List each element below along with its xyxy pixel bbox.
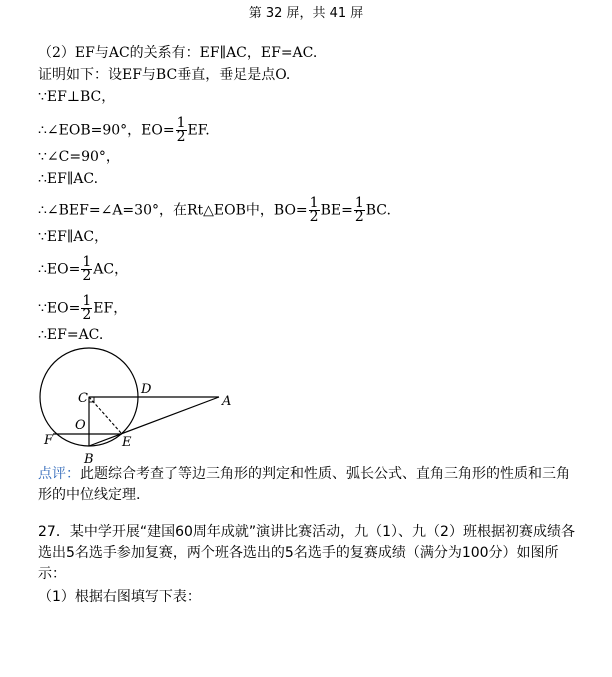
label-C: C [78, 391, 88, 406]
proof-step-9: ∴EF=AC. [38, 327, 104, 343]
proof-step-4: ∴EF∥AC. [38, 171, 99, 187]
comment-tag: 点评： [38, 466, 80, 482]
proof-intro: 证明如下：设EF与BC垂直，垂足是点O. [38, 67, 291, 83]
proof-step-1: ∵EF⊥BC， [38, 89, 116, 105]
step-2-text: ∴∠EOB=90°，EO= [38, 122, 175, 139]
step-8-end: EF， [93, 300, 128, 317]
label-O: O [75, 418, 86, 433]
label-A: A [222, 394, 232, 409]
step-7-text: ∴EO= [38, 261, 81, 278]
segment-BA [89, 397, 219, 446]
step-5-mid: BE= [320, 202, 353, 219]
proof-step-3: ∵∠C=90°， [38, 149, 120, 165]
comment-text: 此题综合考查了等边三角形的判定和性质、弧长公式、直角三角形的性质和三角形的中位线定理. [38, 466, 570, 503]
fraction-half: $\frac{1}{2}$ [82, 293, 92, 323]
page-indicator: 第 32 屏，共 41 屏 [248, 6, 364, 21]
label-D: D [141, 382, 152, 397]
comment-block [38, 464, 583, 506]
fraction-half: $\frac{1}{2}$ [309, 195, 319, 225]
fraction-half: $\frac{1}{2}$ [82, 254, 92, 284]
proof-step-6: ∵EF∥AC， [38, 229, 109, 245]
step-2-end: EF. [187, 122, 210, 139]
problem-27-text: 27．某中学开展“建国60周年成就”演讲比赛活动，九（1）、九（2）班根据初赛成绩各选出5名选手参加复赛，两个班各选出的5名选手的复赛成绩（满分为100分）如图所示： [38, 524, 575, 582]
fraction-half: $\frac{1}{2}$ [354, 195, 364, 225]
problem-27-sub1: （1）根据右图填写下表： [38, 589, 201, 605]
step-8-text: ∵EO= [38, 300, 81, 317]
proof-step-8 [38, 295, 127, 322]
part2-title: （2）EF与AC的关系有：EF∥AC，EF=AC. [38, 45, 318, 61]
proof-step-7 [38, 256, 128, 283]
step-7-end: AC， [93, 261, 129, 278]
step-5-end: BC. [365, 202, 391, 219]
label-B: B [84, 452, 94, 467]
geometry-figure [30, 345, 250, 467]
proof-step-2 [38, 117, 210, 144]
segment-CE-dashed [89, 397, 122, 434]
fraction-half: $\frac{1}{2}$ [176, 115, 186, 145]
label-F: F [44, 433, 54, 448]
label-E: E [122, 435, 132, 450]
proof-step-5 [38, 197, 391, 224]
step-5-text: ∴∠BEF=∠A=30°，在Rt△EOB中，BO= [38, 202, 308, 219]
